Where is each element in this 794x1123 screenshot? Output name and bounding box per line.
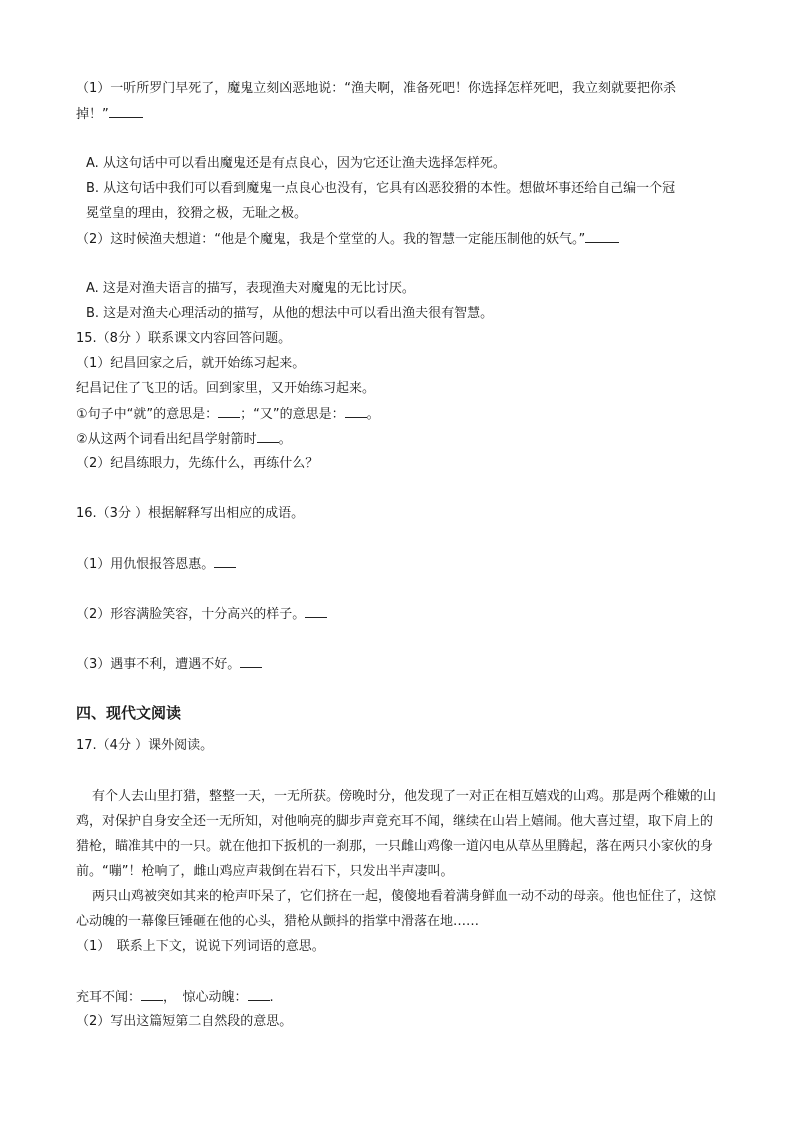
q16-title: 16.（3分 ）根据解释写出相应的成语。 (76, 506, 305, 521)
q14-2-option-a: A. 这是对渔夫语言的描写，表现渔夫对魔鬼的无比讨厌。 (86, 281, 415, 296)
passage-paragraph-2: 两只山鸡被突如其来的枪声吓呆了，它们挤在一起，傻傻地看着满身鲜血一动不动的母亲。他也怔住了，这惊心动魄的一幕像巨锤砸在他的心头，猎枪从颤抖的指掌中滑落在地…… (76, 889, 717, 929)
q15-1-i-text-c: 。 (366, 407, 380, 422)
q17-title: 17.（4分 ）课外阅读。 (76, 738, 214, 753)
q17-1-prompt: （1） 联系上下文，说说下列词语的意思。 (76, 939, 325, 954)
q15-1-prompt: （1）纪昌回家之后，就开始练习起来。 (76, 356, 306, 371)
q14-2-option-b: B. 这是对渔夫心理活动的描写，从他的想法中可以看出渔夫很有智慧。 (86, 306, 494, 321)
q16-2-answer-blank[interactable] (305, 605, 327, 618)
q16-3-answer-blank[interactable] (240, 655, 262, 668)
q16-1-text: （1）用仇恨报答恩惠。 (76, 557, 215, 572)
q14-2-answer-blank[interactable] (585, 230, 619, 243)
q16-1 (76, 555, 236, 574)
q15-1-jiu-blank[interactable] (218, 405, 240, 418)
q15-title: 15.（8分 ）联系课文内容回答问题。 (76, 331, 292, 346)
q16-3 (76, 655, 262, 674)
q14-2-prompt (76, 230, 619, 249)
q14-1-prompt-line2 (76, 105, 143, 124)
q14-1-option-b-line2: 冕堂皇的理由，狡猾之极，无耻之极。 (86, 206, 308, 221)
q14-1-option-b-line1: B. 从这句话中我们可以看到魔鬼一点良心也没有，它具有凶恶狡猾的本性。想做坏事还给自己编一个冠 (86, 181, 676, 196)
q15-1-subquestion-1 (76, 405, 380, 424)
q15-2-prompt: （2）纪昌练眼力，先练什么，再练什么？ (76, 456, 319, 471)
q17-1-jing-xin-dong-po-blank[interactable] (248, 988, 270, 1001)
q15-1-i-text-b: ；“又”的意思是： (240, 407, 345, 422)
q17-1-chong-er-bu-wen-blank[interactable] (141, 988, 163, 1001)
q14-2-prompt-text: （2）这时候渔夫想道：“他是个魔鬼，我是个堂堂的人。我的智慧一定能压制他的妖气。” (76, 232, 586, 247)
q15-1-ii-blank[interactable] (257, 430, 279, 443)
q17-2-prompt: （2）写出这篇短第二自然段的意思。 (76, 1014, 293, 1029)
q16-2-text: （2）形容满脸笑容，十分高兴的样子。 (76, 607, 306, 622)
q15-1-quote: 纪昌记住了飞卫的话。回到家里，又开始练习起来。 (76, 381, 376, 396)
q17-1-ans-text-b: ， 惊心动魄： (163, 990, 248, 1005)
q16-3-text: （3）遇事不利，遭遇不好。 (76, 657, 241, 672)
q17-1-answers (76, 988, 274, 1007)
q14-1-option-a: A. 从这句话中可以看出魔鬼还是有点良心，因为它还让渔夫选择怎样死。 (86, 156, 506, 171)
passage-paragraph-1: 有个人去山里打猎，整整一天，一无所获。傍晚时分，他发现了一对正在相互嬉戏的山鸡。那是两个稚嫩的山鸡，对保护自身安全还一无所知，对他响亮的脚步声竟充耳不闻，继续在山岩上嬉闹。他大喜过望，取下肩上的猎枪，瞄准其中的一只。就在他扣下扳机的一刹那，一只雌山鸡像一道闪电从草丛里腾起，落在两只小家伙的身前。“嘣”！枪响了，雌山鸡应声栽倒在岩石下，只发出半声凄叫。 (76, 789, 717, 879)
q14-1-answer-blank[interactable] (109, 105, 143, 118)
q16-1-answer-blank[interactable] (214, 555, 236, 568)
q16-2 (76, 605, 327, 624)
q14-1-prompt-line1: （1）一听所罗门早死了，魔鬼立刻凶恶地说：“渔夫啊，准备死吧！你选择怎样死吧，我立刻就要把你杀 (76, 81, 677, 96)
q15-1-ii-text-b: 。 (278, 432, 292, 447)
q15-1-you-blank[interactable] (345, 405, 367, 418)
section-heading-modern-reading: 四、现代文阅读 (76, 704, 182, 722)
q15-1-i-text-a: ①句子中“就”的意思是： (76, 407, 219, 422)
q15-1-subquestion-2 (76, 430, 292, 449)
q17-1-ans-text-a: 充耳不闻： (76, 990, 142, 1005)
q14-1-prompt-text: 掉！” (76, 107, 109, 122)
q17-1-ans-text-c: . (269, 990, 274, 1005)
q15-1-ii-text-a: ②从这两个词看出纪昌学射箭时 (76, 432, 257, 447)
